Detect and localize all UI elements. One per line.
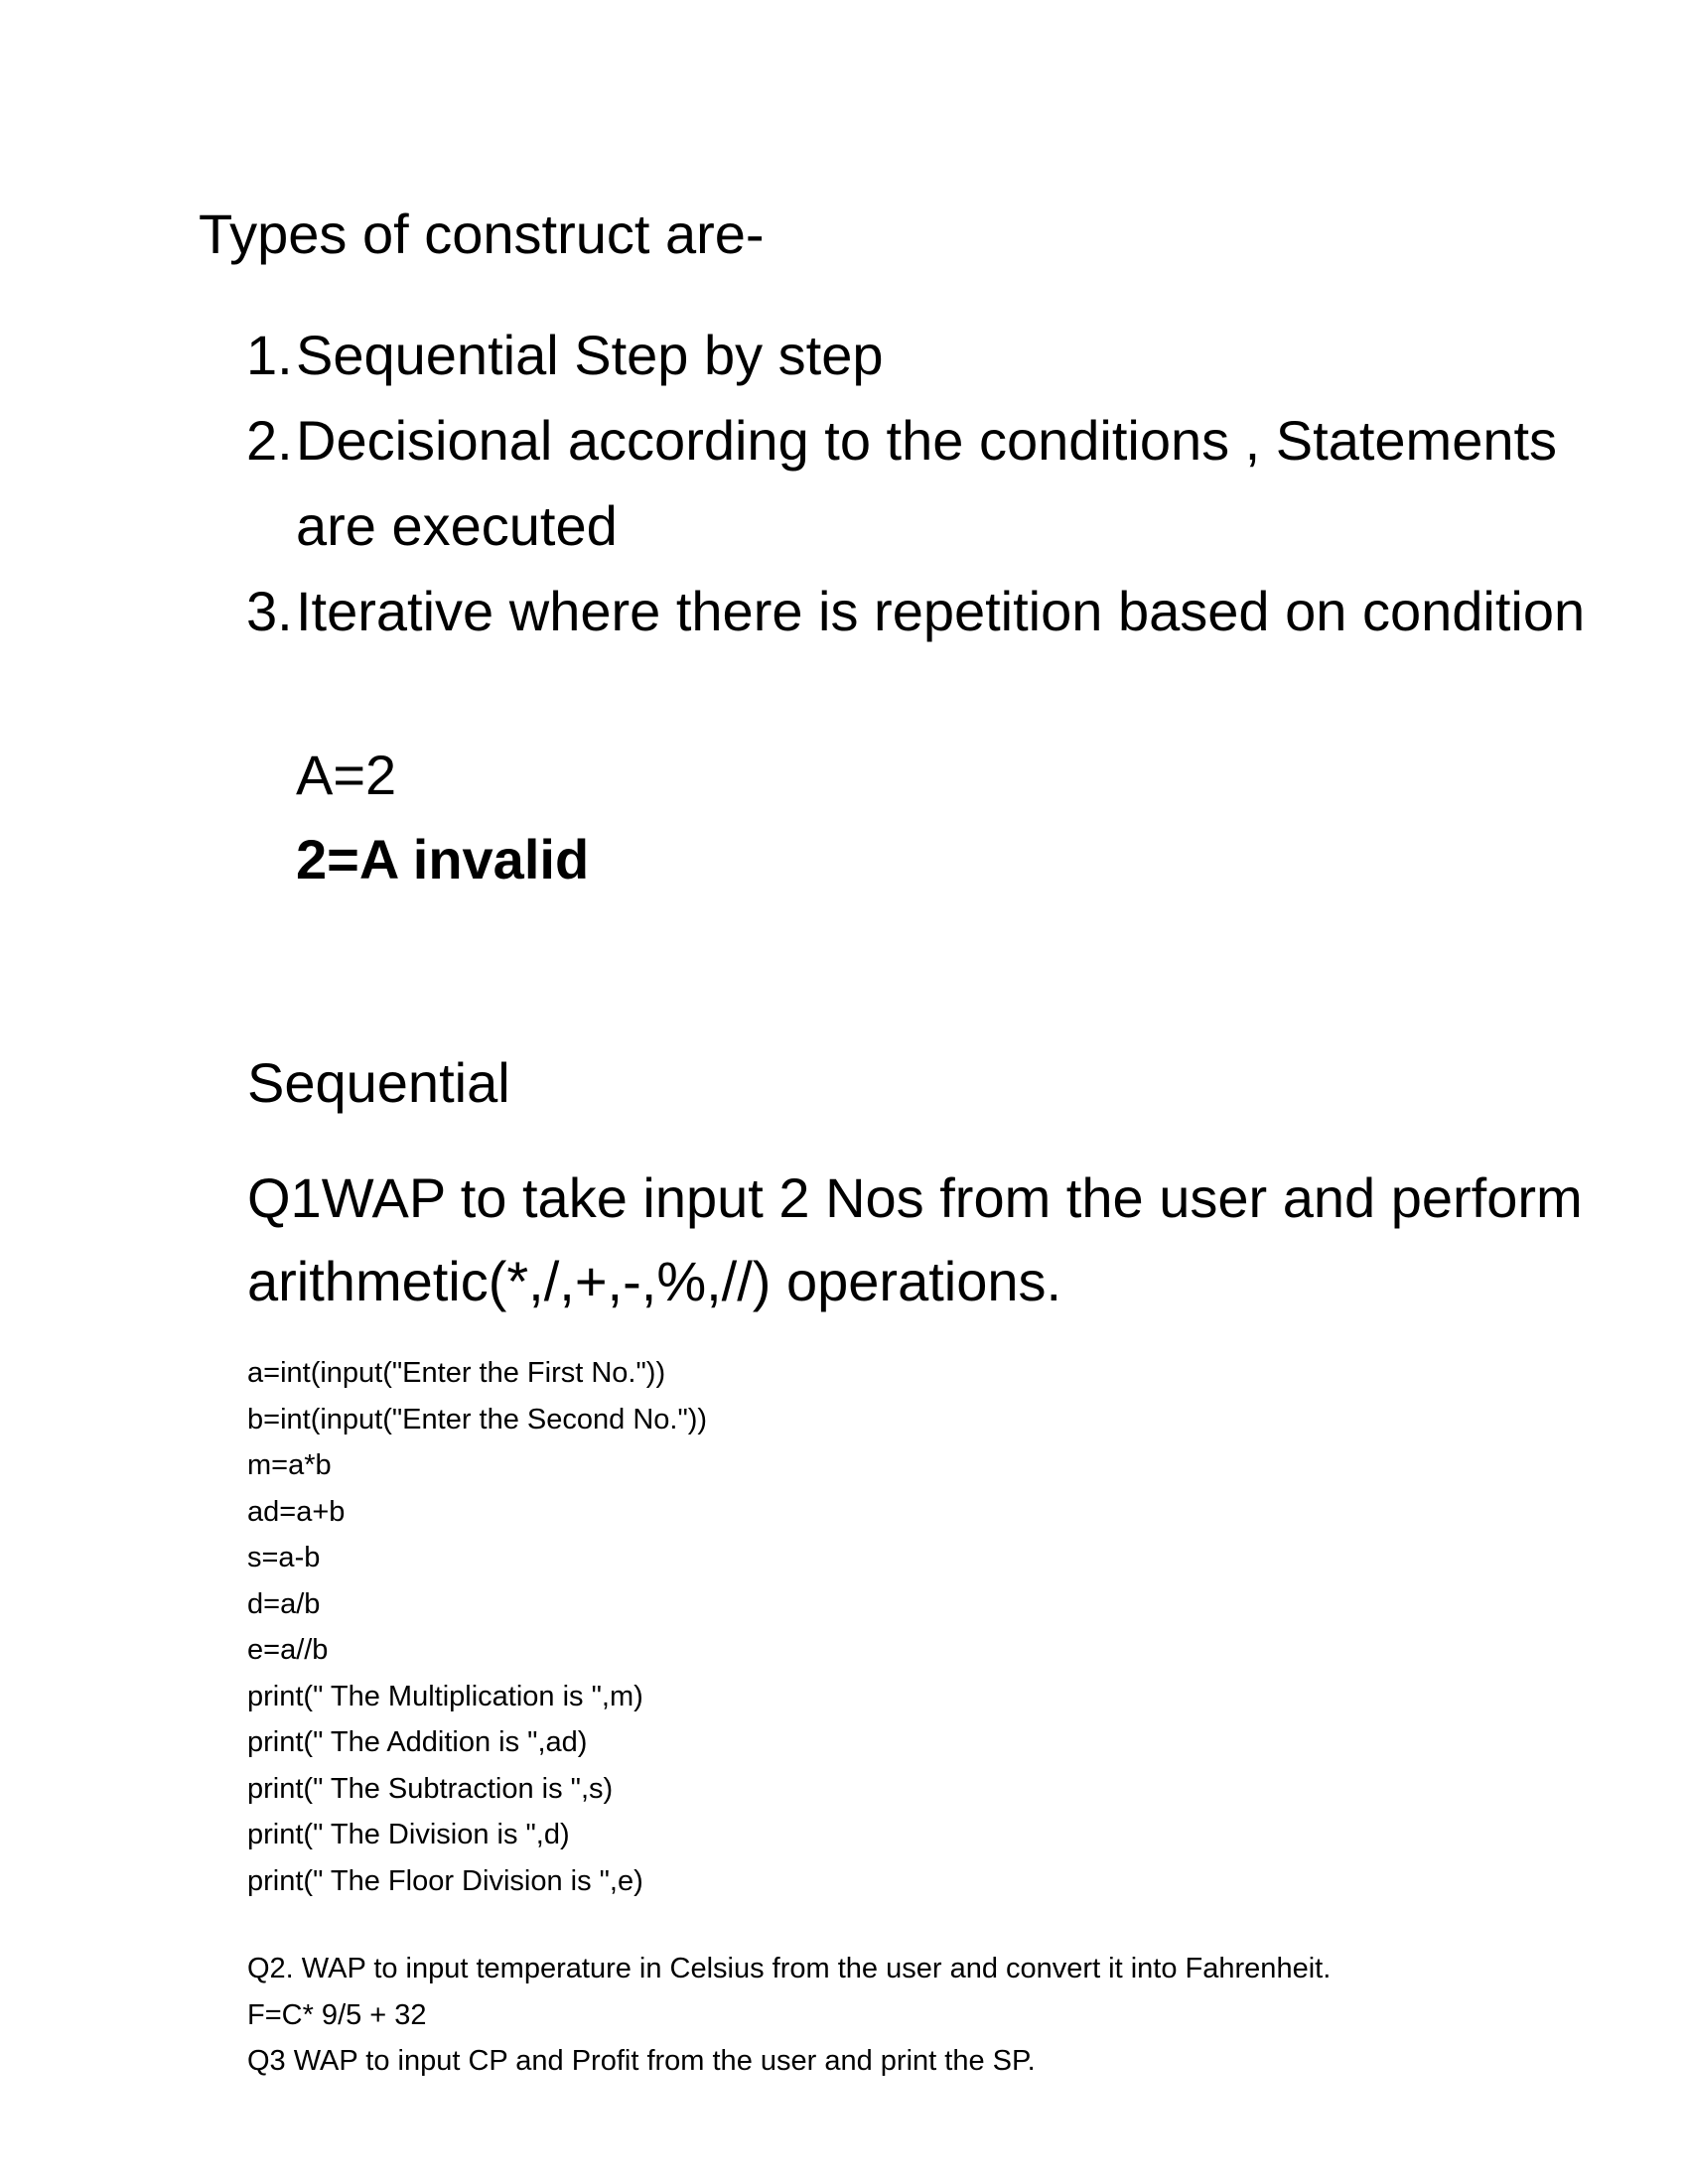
code-line: print(" The Floor Division is ",e) — [247, 1864, 643, 1897]
list-item-number: 1. — [246, 324, 293, 386]
code-line: s=a-b — [247, 1542, 321, 1573]
code-line: print(" The Subtraction is ",s) — [247, 1772, 614, 1805]
list-item-text: Iterative where there is repetition based on condition — [296, 580, 1586, 642]
formula-line: F=C* 9/5 + 32 — [247, 1998, 427, 2031]
code-line: print(" The Division is ",d) — [247, 1819, 570, 1850]
list-item — [246, 398, 1617, 569]
question-1: Q1WAP to take input 2 Nos from the user and perform arithmetic(*,/,+,-,%,//) operations. — [247, 1166, 1583, 1312]
list-item-number: 2. — [246, 409, 293, 472]
list-item-text: Sequential Step by step — [296, 324, 884, 386]
code-line: a=int(input("Enter the First No.")) — [247, 1357, 666, 1389]
code-line: m=a*b — [247, 1449, 332, 1481]
list-item-number: 3. — [246, 580, 293, 642]
code-line: print(" The Multiplication is ",m) — [247, 1680, 643, 1712]
intro-heading: Types of construct are- — [199, 203, 765, 265]
exercise-question-2: Q2. WAP to input temperature in Celsius from the user and convert it into Fahrenheit. — [247, 1953, 1332, 1984]
list-item-text: Decisional according to the conditions , Statements are executed — [296, 409, 1558, 557]
exercise-question-3: Q3 WAP to input CP and Profit from the user and print the SP. — [247, 2045, 1036, 2077]
invalid-assignment-example: 2=A invalid — [296, 828, 590, 890]
code-line: b=int(input("Enter the Second No.")) — [247, 1403, 708, 1435]
list-item — [246, 313, 1617, 398]
code-line: print(" The Addition is ",ad) — [247, 1726, 588, 1758]
code-line: d=a/b — [247, 1587, 321, 1620]
code-block — [247, 1350, 707, 1904]
exercise-list — [247, 1946, 1331, 2085]
code-line: ad=a+b — [247, 1495, 346, 1528]
section-title: Sequential — [247, 1051, 510, 1114]
list-item — [246, 569, 1617, 654]
code-line: e=a//b — [247, 1634, 329, 1666]
valid-assignment-example: A=2 — [296, 744, 397, 806]
construct-list — [246, 313, 1617, 654]
